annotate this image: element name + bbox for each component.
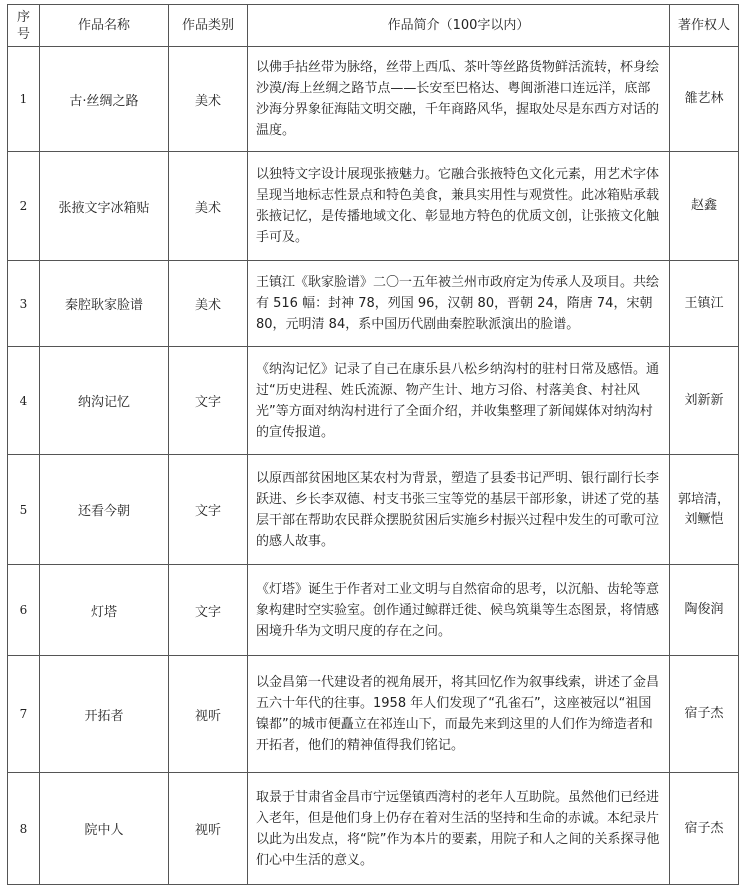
row-author <box>670 152 739 261</box>
row-desc: 《灯塔》诞生于作者对工业文明与自然宿命的思考，以沉船、齿轮等意象构建时空实验室。创作通过鲸群迁徙、候鸟筑巢等生态图景，将情感困境升华为文明尺度的存在之问。 <box>248 565 670 656</box>
row-author <box>670 656 739 773</box>
row-desc: 以原西部贫困地区某农村为背景，塑造了县委书记严明、银行副行长李跃进、乡长李双德、村支书张三宝等党的基层干部形象，讲述了党的基层干部在帮助农民群众摆脱贫困后实施乡村振兴过程中发生的可歌可泣的感人故事。 <box>248 455 670 565</box>
author-name: 雒艺林 <box>684 91 724 106</box>
row-name: 灯塔 <box>40 565 169 656</box>
row-name: 院中人 <box>40 773 169 885</box>
row-index: 6 <box>8 565 40 656</box>
row-type: 视听 <box>169 773 248 885</box>
author-name: 刘鳜恺 <box>684 511 724 527</box>
row-desc: 取景于甘肃省金昌市宁远堡镇西湾村的老年人互助院。虽然他们已经进入老年，但是他们身上仍存在着对生活的坚持和生命的赤诚。本纪录片以此为出发点，将“院”作为本片的要素，用院子和人之间的关系探寻他们心中生活的意义。 <box>248 773 670 885</box>
author-name: 王镇江 <box>684 295 724 311</box>
row-desc: 《纳沟记忆》记录了自己在康乐县八松乡纳沟村的驻村日常及感悟。通过“历史进程、姓氏流源、物产生计、地方习俗、村落美食、村社风光”等方面对纳沟村进行了全面介绍，并收集整理了新闻媒体对纳沟村的宣传报道。 <box>248 347 670 455</box>
table-row <box>8 455 739 565</box>
row-name: 张掖文字冰箱贴 <box>40 152 169 261</box>
row-index: 4 <box>8 347 40 455</box>
header-type: 作品类别 <box>169 5 248 47</box>
row-name: 古·丝绸之路 <box>40 47 169 152</box>
header-index: 序号 <box>8 5 40 47</box>
row-desc: 以金昌第一代建设者的视角展开，将其回忆作为叙事线索，讲述了金昌五六十年代的往事。1958 年人们发现了“孔雀石”，这座被冠以“祖国镍都”的城市便矗立在祁连山下，而最先来到这里的人们作为缔造者和开拓者，他们的精神值得我们铭记。 <box>248 656 670 773</box>
table-row <box>8 152 739 261</box>
header-row <box>8 5 739 47</box>
row-type: 美术 <box>169 261 248 347</box>
works-table <box>7 4 739 885</box>
row-type: 视听 <box>169 656 248 773</box>
row-author <box>670 347 739 455</box>
table-row <box>8 773 739 885</box>
author-name: 陶俊润 <box>684 602 724 617</box>
row-index: 3 <box>8 261 40 347</box>
row-name: 开拓者 <box>40 656 169 773</box>
table-row <box>8 565 739 656</box>
row-author <box>670 47 739 152</box>
row-author <box>670 773 739 885</box>
row-name: 还看今朝 <box>40 455 169 565</box>
row-index: 7 <box>8 656 40 773</box>
row-desc: 以独特文字设计展现张掖魅力。它融合张掖特色文化元素，用艺术字体呈现当地标志性景点和特色美食，兼具实用性与观赏性。此冰箱贴承载张掖记忆，是传播地域文化、彰显地方特色的优质文创，让张掖文化触手可及。 <box>248 152 670 261</box>
row-author <box>670 565 739 656</box>
header-author: 著作权人 <box>670 5 739 47</box>
table-row <box>8 656 739 773</box>
table-row <box>8 47 739 152</box>
row-type: 美术 <box>169 152 248 261</box>
row-index: 5 <box>8 455 40 565</box>
author-name: 刘新新 <box>684 392 724 408</box>
table-row <box>8 261 739 347</box>
row-index: 2 <box>8 152 40 261</box>
row-author <box>670 261 739 347</box>
table-row <box>8 347 739 455</box>
row-type: 文字 <box>169 455 248 565</box>
row-desc: 以佛手拈丝带为脉络，丝带上西瓜、茶叶等丝路货物鲜活流转，杯身绘沙漠/海上丝绸之路节点——长安至巴格达、粤闽浙港口连远洋，底部沙海分界象征海陆文明交融，千年商路风华，握取处尽是东西方对话的温度。 <box>248 47 670 152</box>
row-author <box>670 455 739 565</box>
row-name: 秦腔耿家脸谱 <box>40 261 169 347</box>
author-name: 郭培清， <box>677 491 730 507</box>
author-name: 宿子杰 <box>684 820 724 836</box>
row-type: 文字 <box>169 565 248 656</box>
author-name: 赵鑫 <box>690 198 717 213</box>
header-name: 作品名称 <box>40 5 169 47</box>
row-type: 文字 <box>169 347 248 455</box>
row-index: 1 <box>8 47 40 152</box>
row-desc: 王镇江《耿家脸谱》二〇一五年被兰州市政府定为传承人及项目。共绘有 516 幅：封神 78，列国 96，汉朝 80，晋朝 24，隋唐 74，宋朝 80，元明清 84，系中国历代剧曲秦腔耿派演出的脸谱。 <box>248 261 670 347</box>
header-desc: 作品简介（100字以内） <box>248 5 670 47</box>
row-name: 纳沟记忆 <box>40 347 169 455</box>
row-index: 8 <box>8 773 40 885</box>
author-name: 宿子杰 <box>684 706 724 721</box>
row-type: 美术 <box>169 47 248 152</box>
